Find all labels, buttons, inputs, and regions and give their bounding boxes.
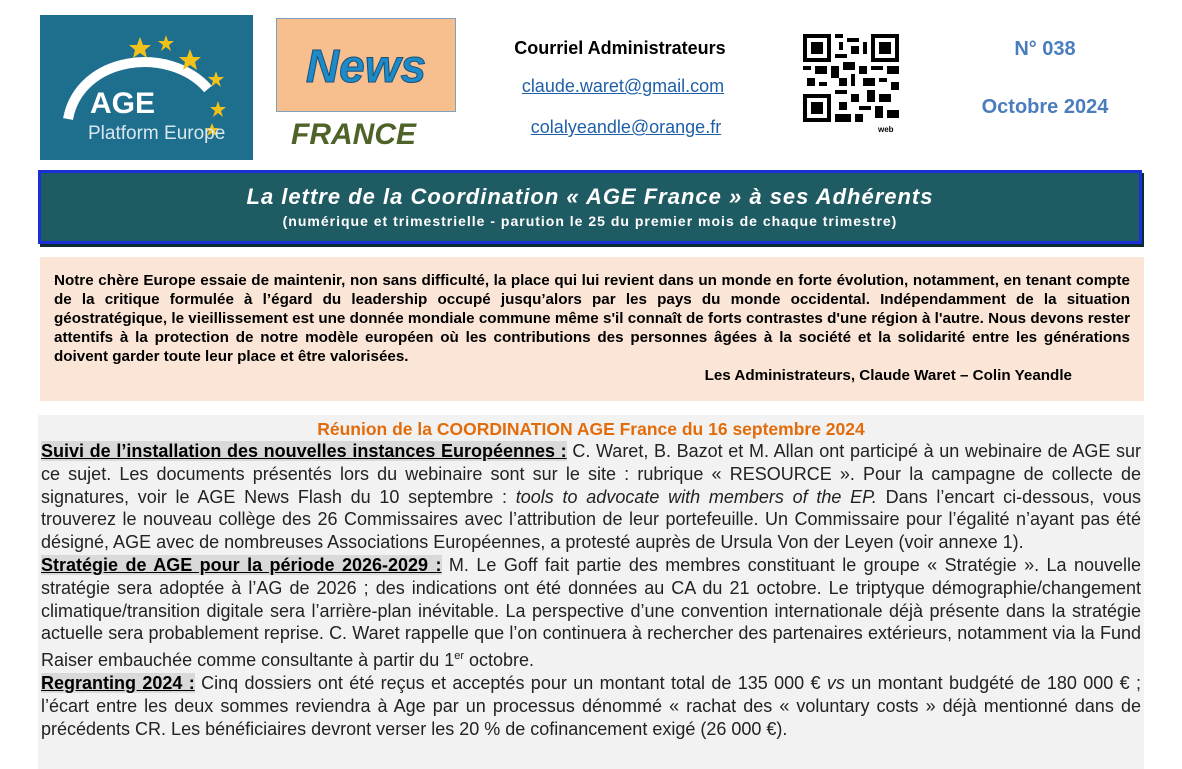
main-content	[38, 415, 1144, 769]
editorial-signature: Les Administrateurs, Claude Waret – Colin Yeandle	[704, 367, 1072, 384]
paragraph-superscript: er	[454, 650, 464, 663]
email-link-2[interactable]: colalyeandle@orange.fr	[530, 117, 722, 137]
paragraph-text: C. Waret, B. Bazot et M. Allan ont participé à un webinaire de AGE sur ce sujet. Les documents présentés lors du webinaire sont sur le site : rubrique « RESOURCE ». Pour la campagne de collecte de signatures, voir le AGE News Flash du 10 septembre :	[41, 441, 1142, 507]
age-platform-logo	[40, 15, 253, 160]
issue-number: N° 038	[1014, 38, 1076, 60]
editorial-text: Notre chère Europe essaie de maintenir, non sans difficulté, la place qui lui revient dans un monde en forte évolution, notamment, en tenant compte de la critique formulée à l’égard du leadership occupé jusqu’alors par les pays du monde occidental. Indépendamment de la situation géostratégique, le vieillissement est une donnée mondiale commune même s'il connaît de forts contrastes d'une région à l'autre. Nous devons rester attentifs à la protection de notre modèle européen où les contributions des personnes âgées à la société et la solidarité entre les générations doivent garder toute leur place et être valorisées.	[54, 272, 1130, 365]
news-label: News	[305, 40, 427, 92]
news-box	[276, 18, 456, 112]
paragraph-text: un montant budgété de 180 000 € ; l’écart entre les deux sommes reviendra à Age par un processus dénommé « rachat des « voluntary costs » déjà mentionné dans de précédents CR. Les bénéficiaires devront verser les 20 % de cofinancement exigé (26 000 €).	[41, 672, 1141, 739]
qr-label: web	[878, 125, 894, 134]
paragraph-eu-institutions	[41, 440, 1141, 554]
logo-title: AGE	[90, 87, 156, 120]
email-link-1[interactable]: claude.waret@gmail.com	[521, 76, 725, 96]
paragraph-heading: Regranting 2024 :	[41, 672, 195, 693]
paragraph-heading: Suivi de l’installation des nouvelles instances Européennes :	[41, 441, 567, 461]
paragraph-text: Dans l’encart ci-dessous, vous trouverez le nouveau collège des 26 Commissaires avec l’attribution de leur portefeuille. Un Commissaire pour l’égalité n’ayant pas été désigné, AGE avec de nombreuses Associations Européennes, a protesté auprès de Ursula Von der Leyen (voir annexe 1).	[41, 486, 1141, 553]
paragraph-heading: Stratégie de AGE pour la période 2026-2029 :	[41, 554, 442, 575]
logo-subtitle: Platform Europe	[88, 123, 226, 144]
contact-title: Courriel Administrateurs	[514, 38, 726, 58]
paragraph-text: octobre.	[464, 650, 535, 671]
paragraph-text: Cinq dossiers ont été reçus et acceptés pour un montant total de 135 000 €	[194, 672, 827, 693]
paragraph-regranting	[41, 672, 1141, 740]
country-label: FRANCE	[291, 118, 416, 151]
issue-date: Octobre 2024	[981, 96, 1109, 118]
banner-subtitle: (numérique et trimestrielle - parution le 25 du premier mois de chaque trimestre)	[282, 213, 898, 229]
newsletter-banner	[38, 170, 1142, 244]
section-body	[41, 440, 1141, 740]
section-title: Réunion de la COORDINATION AGE France du 16 septembre 2024	[317, 419, 865, 439]
paragraph-text: M. Le Goff fait partie des membres constituant le groupe « Stratégie ». La nouvelle stratégie sera adoptée à l’AG de 2026 ; des indications ont été données au CA du 21 octobre. Le triptyque démographie/changement climatique/transition digitale sera l’arrière-plan inévitable. La perspective d’une convention internationale déjà présente dans la stratégie actuelle sera probablement reprise. C. Waret rappelle que l’on continuera à rechercher des partenaires extérieurs, notamment via la Fund Raiser embauchée comme consultante à partir du 1	[41, 554, 1142, 671]
paragraph-italic: vs	[826, 672, 845, 693]
qr-code-icon[interactable]	[803, 34, 899, 122]
editorial-box	[40, 257, 1144, 401]
paragraph-italic: tools to advocate with members of the EP.	[515, 486, 877, 507]
banner-title: La lettre de la Coordination « AGE France » à ses Adhérents	[246, 184, 934, 209]
paragraph-strategy	[41, 554, 1141, 672]
